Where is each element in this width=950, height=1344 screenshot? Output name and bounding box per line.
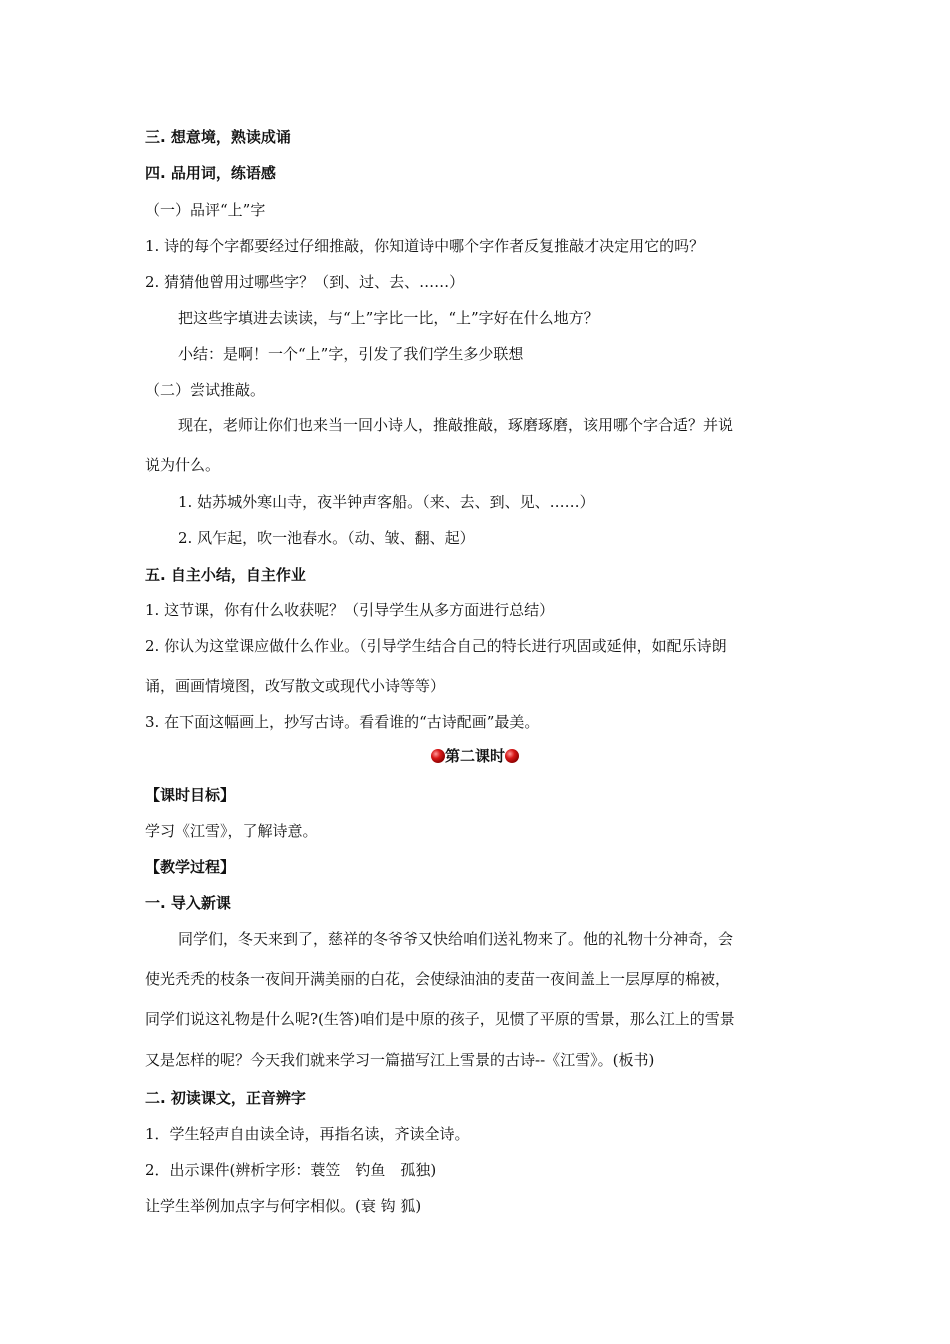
section-4-example-2: 2. 风乍起，吹一池春水。（动、皱、翻、起） bbox=[178, 529, 475, 547]
red-ball-icon bbox=[431, 749, 445, 763]
section-5-heading: 五. 自主小结，自主作业 bbox=[145, 566, 306, 584]
section-4-item-1: 1. 诗的每个字都要经过仔细推敲，你知道诗中哪个字作者反复推敲才决定用它的吗？ bbox=[145, 237, 705, 255]
goal-heading: 【课时目标】 bbox=[145, 786, 236, 804]
part-1-line-2: 使光秃秃的枝条一夜间开满美丽的白花，会使绿油油的麦苗一夜间盖上一层厚厚的棉被， bbox=[145, 970, 731, 988]
lesson-2-title bbox=[0, 746, 950, 766]
section-5-item-2-line-1: 2. 你认为这堂课应做什么作业。（引导学生结合自己的特长进行巩固或延伸，如配乐诗朗 bbox=[145, 637, 727, 655]
part-1-line-1: 同学们，冬天来到了，慈祥的冬爷爷又快给咱们送礼物来了。他的礼物十分神奇，会 bbox=[178, 930, 734, 948]
section-4-heading: 四. 品用词，练语感 bbox=[145, 164, 276, 182]
part-2-item-3: 让学生举例加点字与何字相似。(衰 钩 狐) bbox=[145, 1197, 422, 1215]
section-5-item-1: 1. 这节课，你有什么收获呢？（引导学生从多方面进行总结） bbox=[145, 601, 555, 619]
section-4-paragraph-3-line-1: 现在，老师让你们也来当一回小诗人，推敲推敲，琢磨琢磨，该用哪个字合适？并说 bbox=[178, 416, 734, 434]
part-1-line-3: 同学们说这礼物是什么呢?(生答)咱们是中原的孩子，见惯了平原的雪景，那么江上的雪景 bbox=[145, 1010, 735, 1028]
section-4-paragraph-1: 把这些字填进去读读，与“上”字比一比，“上”字好在什么地方？ bbox=[178, 309, 599, 327]
red-ball-icon bbox=[505, 749, 519, 763]
section-4-item-2: 2. 猜猜他曾用过哪些字？（到、过、去、……） bbox=[145, 273, 465, 291]
section-4-sub-2: （二）尝试推敲。 bbox=[145, 381, 266, 399]
section-5-item-3: 3. 在下面这幅画上，抄写古诗。看看谁的“古诗配画”最美。 bbox=[145, 713, 540, 731]
part-2-item-1: 1．学生轻声自由读全诗，再指名读，齐读全诗。 bbox=[145, 1125, 470, 1143]
section-5-item-2-line-2: 诵，画画情境图，改写散文或现代小诗等等） bbox=[145, 677, 446, 695]
part-2-item-2: 2．出示课件(辨析字形：蓑笠 钓鱼 孤独) bbox=[145, 1161, 437, 1179]
section-4-summary: 小结：是啊！一个“上”字，引发了我们学生多少联想 bbox=[178, 345, 524, 363]
section-4-example-1: 1. 姑苏城外寒山寺，夜半钟声客船。（来、去、到、见、……） bbox=[178, 493, 595, 511]
lesson-2-title-text: 第二课时 bbox=[444, 747, 505, 765]
section-4-sub-1: （一）品评“上”字 bbox=[145, 201, 266, 219]
part-1-line-4: 又是怎样的呢？今天我们就来学习一篇描写江上雪景的古诗--《江雪》。(板书) bbox=[145, 1051, 655, 1069]
section-3-heading: 三. 想意境，熟读成诵 bbox=[145, 128, 291, 146]
part-1-heading: 一. 导入新课 bbox=[145, 894, 231, 912]
part-2-heading: 二. 初读课文，正音辨字 bbox=[145, 1089, 306, 1107]
process-heading: 【教学过程】 bbox=[145, 858, 236, 876]
goal-text: 学习《江雪》，了解诗意。 bbox=[145, 822, 318, 840]
section-4-paragraph-3-line-2: 说为什么。 bbox=[145, 456, 221, 474]
